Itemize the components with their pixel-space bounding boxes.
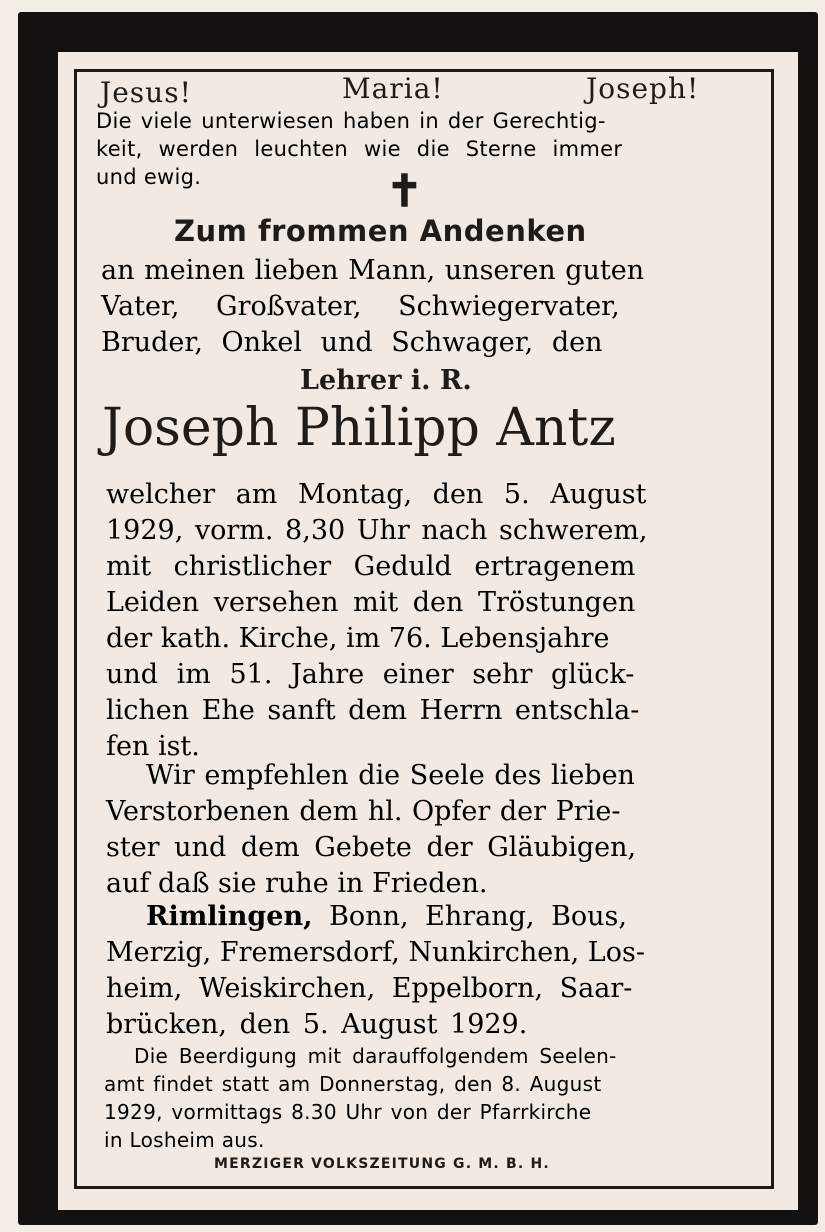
cross-icon: ✝ xyxy=(386,166,423,217)
funeral-line: in Losheim aus. xyxy=(104,1128,265,1152)
prayer-line: auf daß sie ruhe in Frieden. xyxy=(106,868,488,899)
notice-line: und im 51. Jahre einer sehr glück- xyxy=(106,659,635,690)
place-date-line: Merzig, Fremersdorf, Nunkirchen, Los- xyxy=(106,937,645,968)
notice-line: Leiden versehen mit den Tröstungen xyxy=(106,587,636,618)
notice-line: 1929, vorm. 8,30 Uhr nach schwerem, xyxy=(106,515,648,546)
scripture-line: keit, werden leuchten wie die Sterne immer xyxy=(96,137,623,161)
prayer-request xyxy=(106,758,708,902)
prayer-line: ster und dem Gebete der Gläubigen, xyxy=(106,832,637,863)
printer-imprint: MERZIGER VOLKSZEITUNG G. M. B. H. xyxy=(214,1156,550,1172)
invocation-jesus: Jesus! xyxy=(100,76,192,109)
scripture-line: Die viele unterwiesen haben in der Gerechtig- xyxy=(96,109,606,133)
dedication-line: Bruder, Onkel und Schwager, den xyxy=(101,327,603,358)
invocation-maria: Maria! xyxy=(342,72,444,105)
notice-line: lichen Ehe sanft dem Herrn entschla- xyxy=(106,695,640,726)
memorial-heading: Zum frommen Andenken xyxy=(174,214,587,248)
notice-line: fen ist. xyxy=(106,731,200,762)
funeral-notice xyxy=(104,1042,716,1154)
place-date xyxy=(106,899,708,1043)
invocation-joseph: Joseph! xyxy=(586,72,700,105)
place-date-rest: Bonn, Ehrang, Bous, xyxy=(329,901,627,932)
notice-line: der kath. Kirche, im 76. Lebensjahre xyxy=(106,623,610,654)
dedication xyxy=(101,253,707,361)
funeral-line: Die Beerdigung mit darauffolgendem Seelen- xyxy=(134,1044,617,1068)
funeral-line: amt findet statt am Donnerstag, den 8. August xyxy=(104,1072,602,1096)
funeral-line: 1929, vormittags 8.30 Uhr von der Pfarrkirche xyxy=(104,1100,592,1124)
place-date-line: brücken, den 5. August 1929. xyxy=(106,1009,528,1040)
place-date-line xyxy=(106,899,708,935)
prayer-line: Wir empfehlen die Seele des lieben xyxy=(146,760,635,791)
dedication-line: Vater, Großvater, Schwiegervater, xyxy=(101,291,620,322)
deceased-title: Lehrer i. R. xyxy=(300,365,472,396)
dedication-line: an meinen lieben Mann, unseren guten xyxy=(101,255,645,286)
notice-line: welcher am Montag, den 5. August xyxy=(106,479,647,510)
death-notice xyxy=(106,477,708,765)
place-name: Rimlingen, xyxy=(146,901,313,932)
prayer-line: Verstorbenen dem hl. Opfer der Prie- xyxy=(106,796,621,827)
place-date-line: heim, Weiskirchen, Eppelborn, Saar- xyxy=(106,973,633,1004)
notice-line: mit christlicher Geduld ertragenem xyxy=(106,551,636,582)
deceased-name: Joseph Philipp Antz xyxy=(102,398,616,458)
scripture-line: und ewig. xyxy=(96,165,202,189)
